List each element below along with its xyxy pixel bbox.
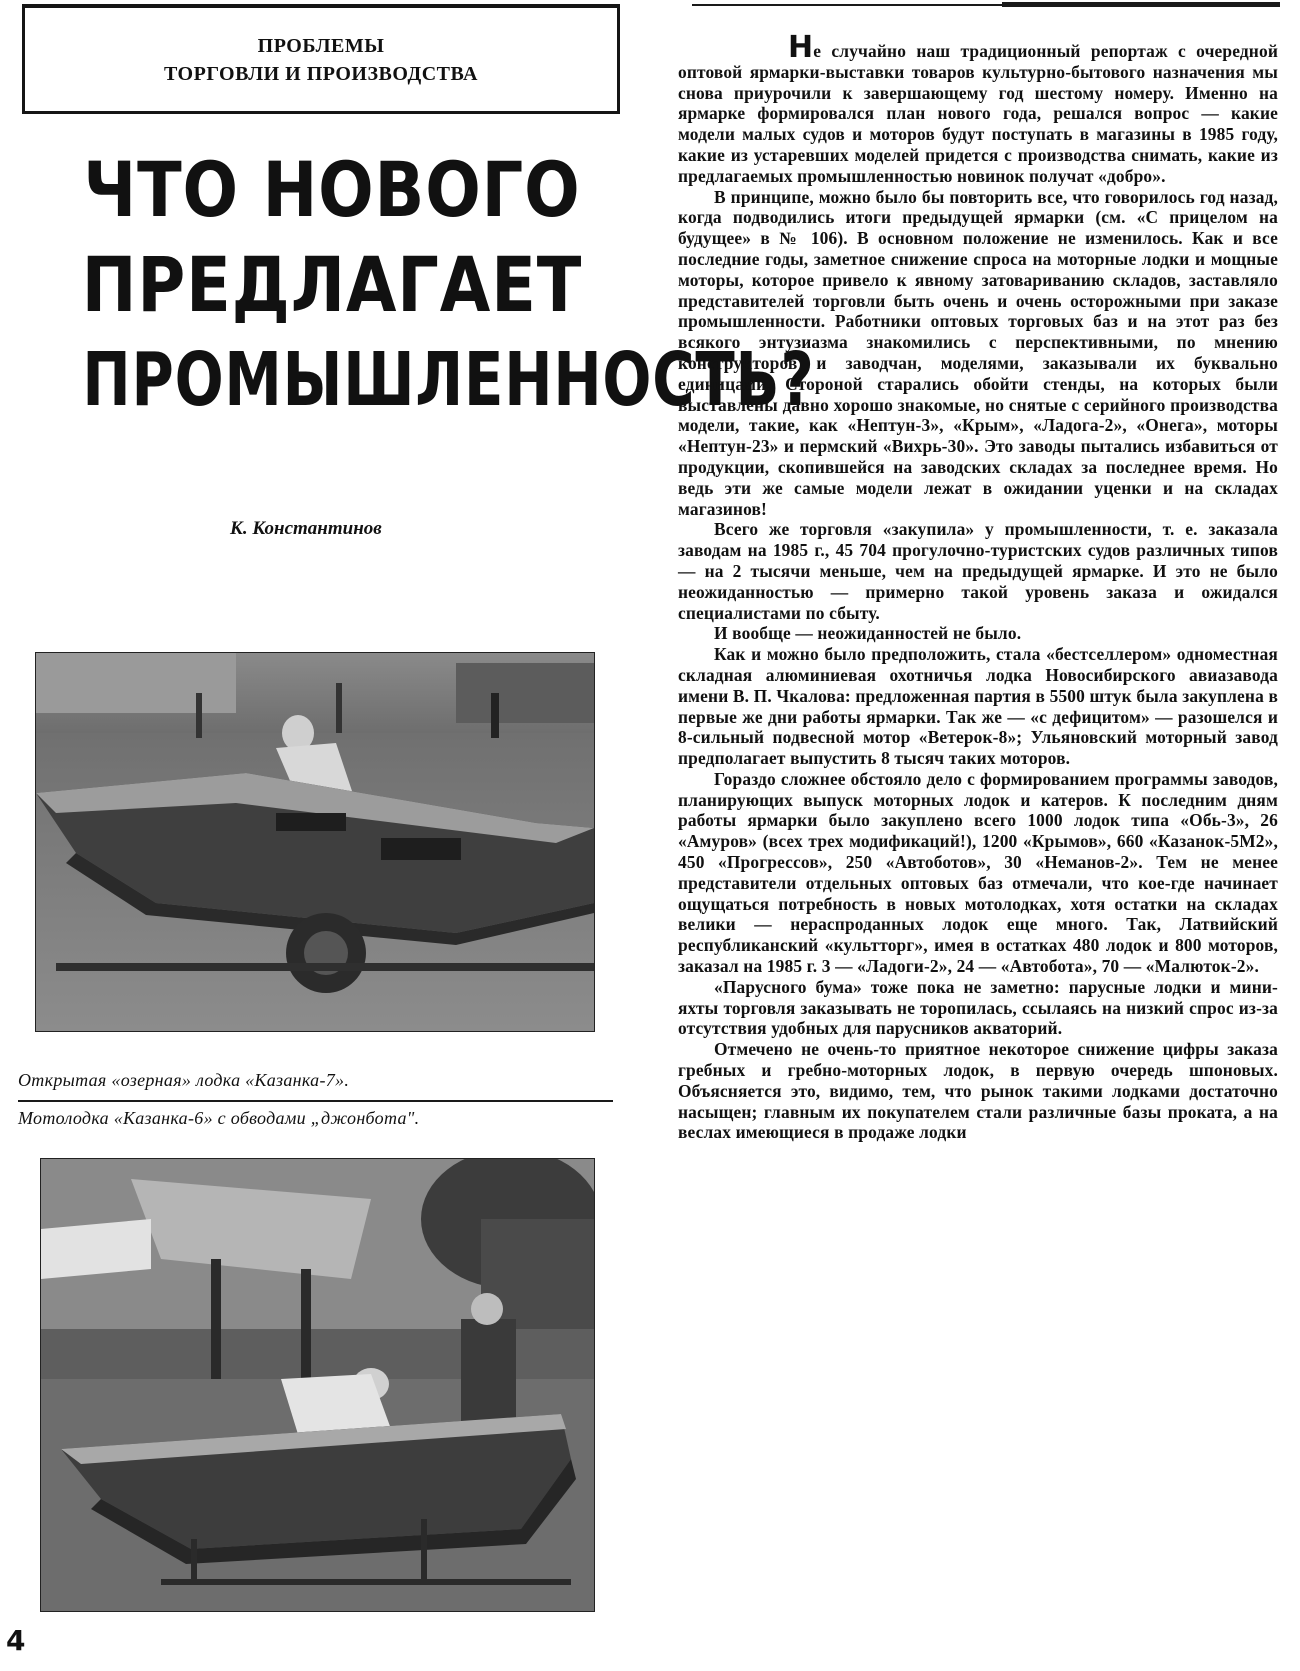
headline-line-1: ЧТО НОВОГО bbox=[83, 145, 581, 234]
headline-line-2: ПРЕДЛАГАЕТ bbox=[81, 240, 583, 329]
rubric-line-2: ТОРГОВЛИ И ПРОИЗВОДСТВА bbox=[163, 62, 479, 85]
rubric-line-1: ПРОБЛЕМЫ bbox=[257, 34, 385, 57]
top-rule-thick bbox=[1002, 2, 1280, 7]
article-paragraph-2: В принципе, можно было бы повторить все, что говорилось год назад, когда подводились итоги предыдущей ярмарки (см. «С прицелом на будущее» в № 106). В основном положение не изменилось. Как и все последние годы, заметное снижение спроса на моторные лодки и мощные моторы, которое привело к явному затовариванию складов, заставляло представителей торговли быть очень и очень осторожными при заказе промышленности. Работники оптовых торговых баз и на этот раз без всякого энтузиазма знакомились с перспективными, по мнению конструкторов и заводчан, моделями, заказывали их буквально единицами. Стороной старались обойти стенды, на которых были выставлены давно хорошо знакомые, но снятые с серийного производства модели, такие, как «Нептун-3», «Крым», «Ладога-2», «Онега», моторы «Нептун-23» и пермский «Вихрь-30». Это заводы пытались избавиться от продукции, скопившейся на заводских складах за последнее время. Но ведь эти же самые модели лежат в ожидании уценки и на складах магазинов! bbox=[678, 186, 1278, 519]
article-paragraph-4: И вообще — неожиданностей не было. bbox=[714, 623, 1022, 644]
photo-kazanka-7-image bbox=[36, 653, 594, 1031]
photo-kazanka-7 bbox=[35, 652, 595, 1032]
author-byline: К. Константинов bbox=[230, 518, 382, 539]
caption-photo-2: Мотолодка «Казанка-6» с обводами „джонбота". bbox=[18, 1108, 420, 1128]
photo-kazanka-6-image bbox=[41, 1159, 594, 1611]
photo-kazanka-6 bbox=[40, 1158, 595, 1612]
article-paragraph-1-text: е случайно наш традиционный репортаж с очередной оптовой ярмарки-выставки товаров культурно-бытового назначения мы снова приурочили к завершающему год шестому номеру. Именно на ярмарке формировался план нового года, решался вопрос — какие модели малых судов и моторов будут поступать в магазины в 1985 году, какие из устаревших моделей придется с производства снимать, какие из предлагаемых промышленностью новинок получат «добро». bbox=[678, 41, 1278, 186]
article-paragraph-8: Отмечено не очень-то приятное некоторое снижение цифры заказа гребных и гребно-моторных лодок, в первую очередь шпоновых. Объясняется это, видимо, тем, что рынок такими лодками достаточно насыщен; главным их покупателем стали различные базы проката, а на веслах имеющиеся в продаже лодки bbox=[678, 1039, 1278, 1143]
article-paragraph-3: Всего же торговля «закупила» у промышленности, т. е. заказала заводам на 1985 г., 45 704 прогулочно-туристских судов различных типов — на 2 тысячи меньше, чем на предыдущей ярмарке. И это не было неожиданностью — примерно такой уровень заказа и ожидался специалистами по сбыту. bbox=[678, 519, 1278, 623]
caption-photo-1: Открытая «озерная» лодка «Казанка-7». bbox=[18, 1070, 350, 1090]
dropcap: Н bbox=[788, 30, 814, 65]
headline-line-3: ПРОМЫШЛЕННОСТЬ? bbox=[82, 337, 815, 423]
top-rule bbox=[692, 4, 1002, 6]
caption-divider bbox=[18, 1100, 613, 1102]
page-number: 4 bbox=[6, 1624, 26, 1657]
article-paragraph-5: Как и можно было предположить, стала «бестселлером» одноместная складная алюминиевая охотничья лодка Новосибирского авиазавода имени В. П. Чкалова: предложенная партия в 5500 штук была закуплена в первые же дни работы ярмарки. Так же — «с дефицитом» — разошелся и 8-сильный подвесной мотор «Ветерок-8»; Ульяновский моторный завод предполагает выпустить 8 тысяч таких моторов. bbox=[678, 644, 1278, 769]
article-body bbox=[678, 30, 1278, 1143]
rubric-box bbox=[22, 4, 620, 114]
article-paragraph-1 bbox=[678, 30, 1278, 187]
article-paragraph-7: «Парусного бума» тоже пока не заметно: парусные лодки и мини-яхты торговля заказывать не торопилась, ссылаясь на низкий спрос из-за отсутствия удобных для парусников акваторий. bbox=[678, 976, 1278, 1039]
article-paragraph-6: Гораздо сложнее обстояло дело с формированием программы заводов, планирующих выпуск моторных лодок и катеров. К последним дням работы ярмарки было закуплено всего 1000 лодок типа «Обь-3», 26 «Амуров» (всех трех модификаций!), 1200 «Крымов», 660 «Казанок-5М2», 450 «Прогрессов», 250 «Автоботов», 30 «Неманов-2». Тем не менее представители отдельных оптовых баз отмечали, что кое-где начинает ощущаться потребность в новых мотолодках, хотя остатки на складах велики — нераспроданных лодок еще много. Так, Латвийский республиканский «культторг», имея в остатках 480 лодок и 800 моторов, заказал на 1985 г. 3 — «Ладоги-2», 24 — «Автобота», 70 — «Малюток-2». bbox=[678, 768, 1278, 977]
